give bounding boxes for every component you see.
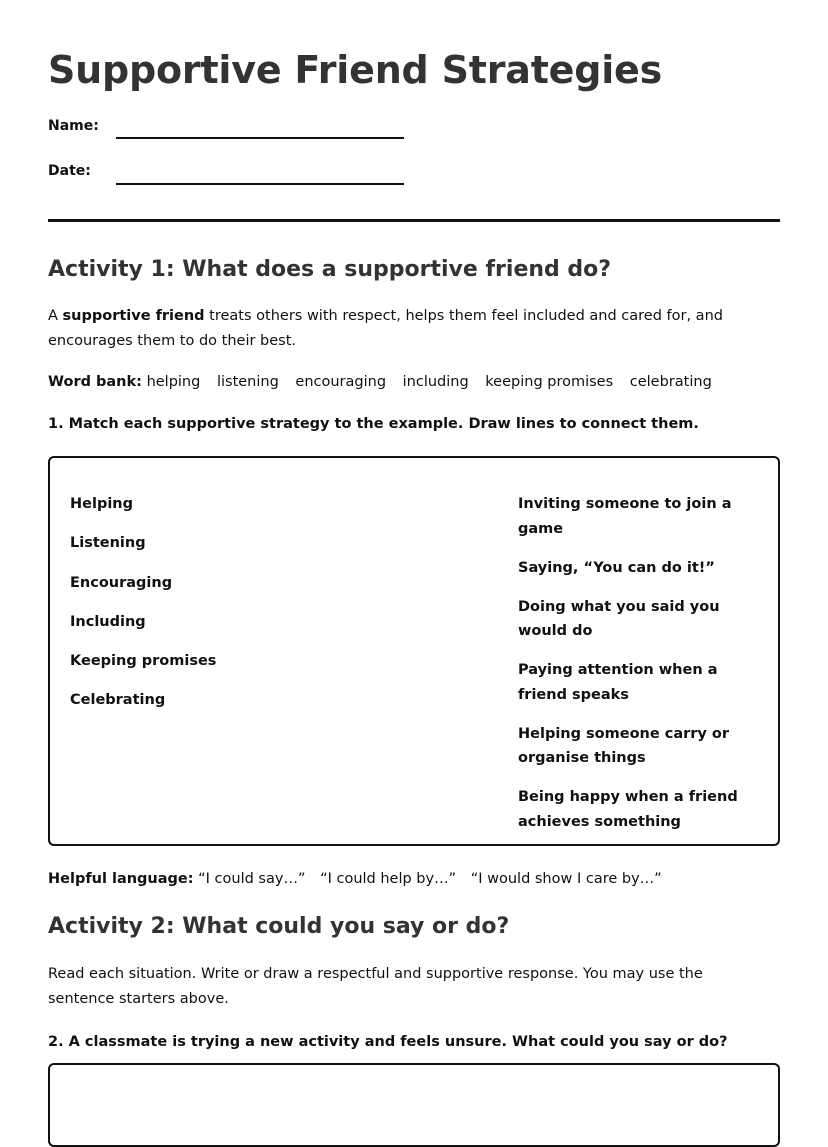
intro-bold-term: supportive friend (62, 308, 205, 324)
word-bank-item: encouraging (295, 374, 387, 390)
word-bank-item: including (402, 374, 469, 390)
sentence-starter: “I would show I care by…” (470, 871, 662, 887)
activity1-intro (48, 304, 768, 354)
strategy-item[interactable]: Encouraging (70, 574, 173, 591)
helpful-language (48, 867, 768, 892)
strategy-item[interactable]: Keeping promises (70, 653, 217, 670)
word-bank-item: keeping promises (485, 374, 614, 390)
matching-box[interactable] (48, 456, 780, 846)
example-item[interactable]: Saying, “You can do it!” (518, 559, 715, 576)
name-field[interactable] (116, 137, 404, 139)
intro-rest: treats others with respect, helps them feel included and cared for, and encourages them to do their best. (48, 308, 723, 349)
example-item[interactable]: Being happy when a friend achieves something (518, 789, 738, 830)
strategy-item[interactable]: Including (70, 613, 146, 630)
word-bank-item: celebrating (629, 374, 712, 390)
example-item[interactable]: Helping someone carry or organise things (518, 725, 730, 766)
sentence-starter: “I could help by…” (320, 871, 457, 887)
name-label: Name: (48, 118, 99, 134)
examples-column (518, 492, 762, 849)
sentence-starter: “I could say…” (198, 871, 306, 887)
activity2-intro: Read each situation. Write or draw a respectful and supportive response. You may use the sentence starters above. (48, 966, 703, 1007)
strategy-item[interactable]: Listening (70, 535, 146, 552)
page-title: Supportive Friend Strategies (48, 48, 663, 92)
date-label: Date: (48, 163, 91, 179)
word-bank (48, 370, 768, 395)
strategy-item[interactable]: Celebrating (70, 692, 166, 709)
activity2-heading: Activity 2: What could you say or do? (48, 914, 510, 939)
intro-prefix: A (48, 308, 58, 324)
strategies-column (70, 492, 216, 728)
section-divider (48, 219, 780, 222)
strategy-item[interactable]: Helping (70, 496, 133, 512)
example-item[interactable]: Inviting someone to join a game (518, 496, 732, 537)
date-field[interactable] (116, 183, 404, 185)
example-item[interactable]: Doing what you said you would do (518, 598, 720, 639)
question-2: 2. A classmate is trying a new activity and feels unsure. What could you say or do? (48, 1034, 728, 1050)
word-bank-label: Word bank: (48, 374, 142, 390)
example-item[interactable]: Paying attention when a friend speaks (518, 662, 718, 703)
answer-box[interactable] (48, 1063, 780, 1147)
word-bank-item: listening (216, 374, 279, 390)
activity1-heading: Activity 1: What does a supportive friend do? (48, 257, 612, 282)
question-1: 1. Match each supportive strategy to the example. Draw lines to connect them. (48, 416, 699, 432)
word-bank-item: helping (146, 374, 201, 390)
helpful-language-label: Helpful language: (48, 871, 194, 887)
